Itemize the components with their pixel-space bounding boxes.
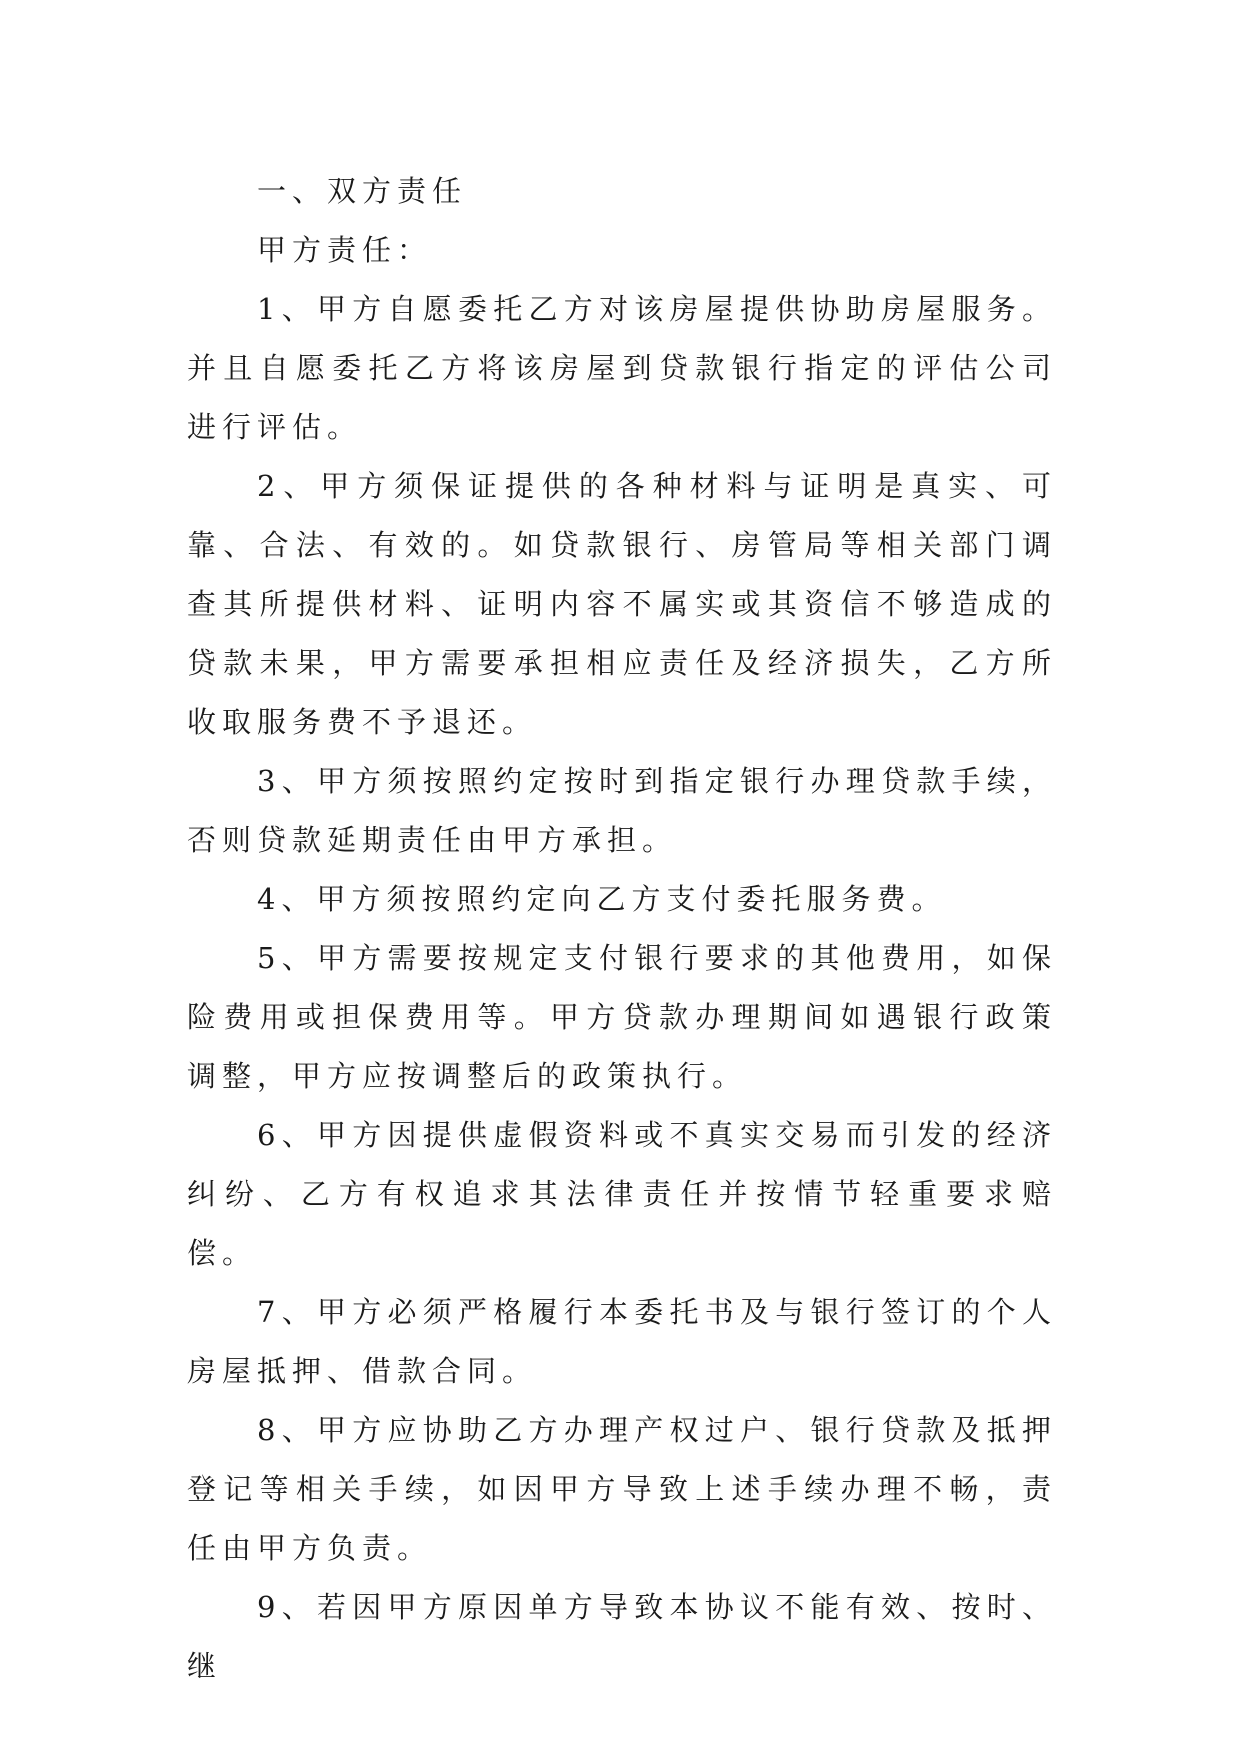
document-body [187,162,1057,1696]
clause-3: 3、甲方须按照约定按时到指定银行办理贷款手续，否则贷款延期责任由甲方承担。 [187,764,1057,857]
clause-5: 5、甲方需要按规定支付银行要求的其他费用，如保险费用或担保费用等。甲方贷款办理期间如遇银行政策调整，甲方应按调整后的政策执行。 [187,941,1057,1093]
clause-8: 8、甲方应协助乙方办理产权过户、银行贷款及抵押登记等相关手续，如因甲方导致上述手续办理不畅，责任由甲方负责。 [187,1413,1057,1565]
clause-1: 1、甲方自愿委托乙方对该房屋提供协助房屋服务。并且自愿委托乙方将该房屋到贷款银行指定的评估公司进行评估。 [187,292,1057,444]
clause-2: 2、甲方须保证提供的各种材料与证明是真实、可靠、合法、有效的。如贷款银行、房管局等相关部门调查其所提供材料、证明内容不属实或其资信不够造成的贷款未果，甲方需要承担相应责任及经济损失，乙方所收取服务费不予退还。 [187,469,1057,739]
clause-7: 7、甲方必须严格履行本委托书及与银行签订的个人房屋抵押、借款合同。 [187,1295,1057,1388]
clause-4: 4、甲方须按照约定向乙方支付委托服务费。 [257,882,947,916]
section-heading: 一、双方责任 [257,174,468,208]
clause-9: 9、若因甲方原因单方导致本协议不能有效、按时、继 [187,1590,1057,1683]
section-subheading: 甲方责任： [257,233,433,267]
clause-6: 6、甲方因提供虚假资料或不真实交易而引发的经济纠纷、乙方有权追求其法律责任并按情节轻重要求赔偿。 [187,1118,1057,1270]
